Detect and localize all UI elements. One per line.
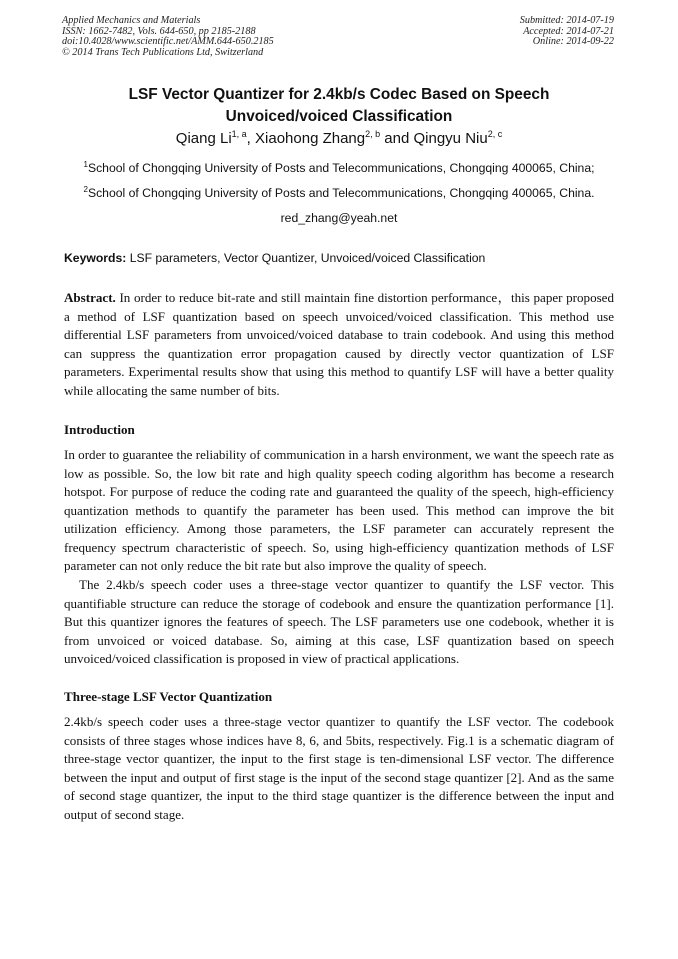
- affiliation-text: School of Chongqing University of Posts and Telecommunications, Chongqing 400065, China.: [87, 186, 595, 200]
- title-line-2: Unvoiced/voiced Classification: [225, 108, 453, 125]
- affiliation-mark: 2: [83, 185, 88, 194]
- submission-dates: [520, 16, 614, 48]
- affiliation-text: School of Chongqing University of Posts and Telecommunications, Chongqing 400065, China;: [87, 161, 595, 175]
- affiliation: [40, 185, 638, 201]
- body-paragraph: The 2.4kb/s speech coder uses a three-stage vector quantizer to quantify the LSF vector. This quantifiable structure can reduce the storage of codebook and ensure the quantization performance [1]. But this quantizer ignores the features of speech. The LSF parameters use one codebook, whether it is from unvoiced or voiced database. So, aiming at this case, LSF quantization based on speech unvoiced/voiced classification is proposed in view of practical applications.: [64, 577, 614, 667]
- author-email: red_zhang@yeah.net: [280, 211, 398, 225]
- keywords-text: LSF parameters, Vector Quantizer, Unvoiced/voiced Classification: [126, 251, 486, 265]
- title-line-1: LSF Vector Quantizer for 2.4kb/s Codec Based on Speech: [128, 86, 550, 103]
- affiliation: [40, 160, 638, 176]
- online-date: Online: 2014-09-22: [532, 36, 614, 48]
- author-affiliation-mark: 1, a: [231, 129, 247, 139]
- author-name: Qiang Li: [175, 130, 232, 147]
- doi-line: doi:10.4028/www.scientific.net/AMM.644-650.2185: [62, 36, 274, 48]
- journal-name: Applied Mechanics and Materials: [62, 15, 201, 26]
- section-heading-three-stage: Three-stage LSF Vector Quantization: [64, 689, 273, 704]
- abstract-text: In order to reduce bit-rate and still maintain fine distortion performance，this paper proposed a method of LSF quantization based on speech unvoiced/voiced classification. This method use differential LSF parameters from unvoiced/voiced database to train codebook. And using this method can suppress the quantization error propagation caused by directly vector quantization of LSF parameters. Experimental results show that using this method to quantify LSF will have a better quality while allocating the same number of bits.: [64, 290, 614, 398]
- affiliation-mark: 1: [83, 160, 88, 169]
- submitted-date: Submitted: 2014-07-19: [519, 15, 614, 26]
- abstract-label: Abstract.: [64, 290, 116, 305]
- author-affiliation-mark: 2, b: [365, 129, 381, 139]
- author-separator: ,: [246, 130, 256, 147]
- author-name: Xiaohong Zhang: [255, 130, 366, 147]
- author-affiliation-mark: 2, c: [487, 129, 503, 139]
- copyright-line: © 2014 Trans Tech Publications Ltd, Switzerland: [62, 46, 264, 58]
- author-list: [40, 129, 638, 149]
- paper-title: [40, 84, 638, 128]
- author-name: Qingyu Niu: [413, 130, 488, 147]
- issn-line: ISSN: 1662-7482, Vols. 644-650, pp 2185-2188: [62, 25, 256, 37]
- journal-info: [62, 16, 274, 58]
- section-heading-introduction: Introduction: [64, 422, 135, 437]
- abstract: [64, 289, 614, 400]
- body-paragraph: 2.4kb/s speech coder uses a three-stage vector quantizer to quantify the LSF vector. The codebook consists of three stages whose indices have 8, 6, and 5bits, respectively. Fig.1 is a schematic diagram of three-stage vector quantizer, the input to the first stage is ten-dimensional LSF vector. The difference between the input and output of first stage is the input of the second stage quantizer [2]. And as the same of second stage quantizer, the input to the third stage quantizer is the difference between the input and output of second stage.: [64, 714, 614, 822]
- author-separator: and: [380, 130, 414, 147]
- keywords-label: Keywords:: [64, 251, 127, 265]
- keywords: [64, 250, 485, 266]
- accepted-date: Accepted: 2014-07-21: [523, 25, 614, 37]
- body-paragraph: In order to guarantee the reliability of communication in a harsh environment, we want the speech rate as low as possible. So, the low bit rate and high quality speech coding algorithm has become a research hotspot. For purpose of reduce the coding rate and guaranteed the quality of the speech, high-efficiency quantization methods to quantify the parameter has been used. This method can improve the bit utilization efficiency. Among those parameters, the LSF parameter can accurately represent the frequency spectrum characteristic of speech. So, using high-efficiency quantization methods of LSF parameter can not only reduce the bit rate but also improve the quality of speech.: [64, 447, 614, 574]
